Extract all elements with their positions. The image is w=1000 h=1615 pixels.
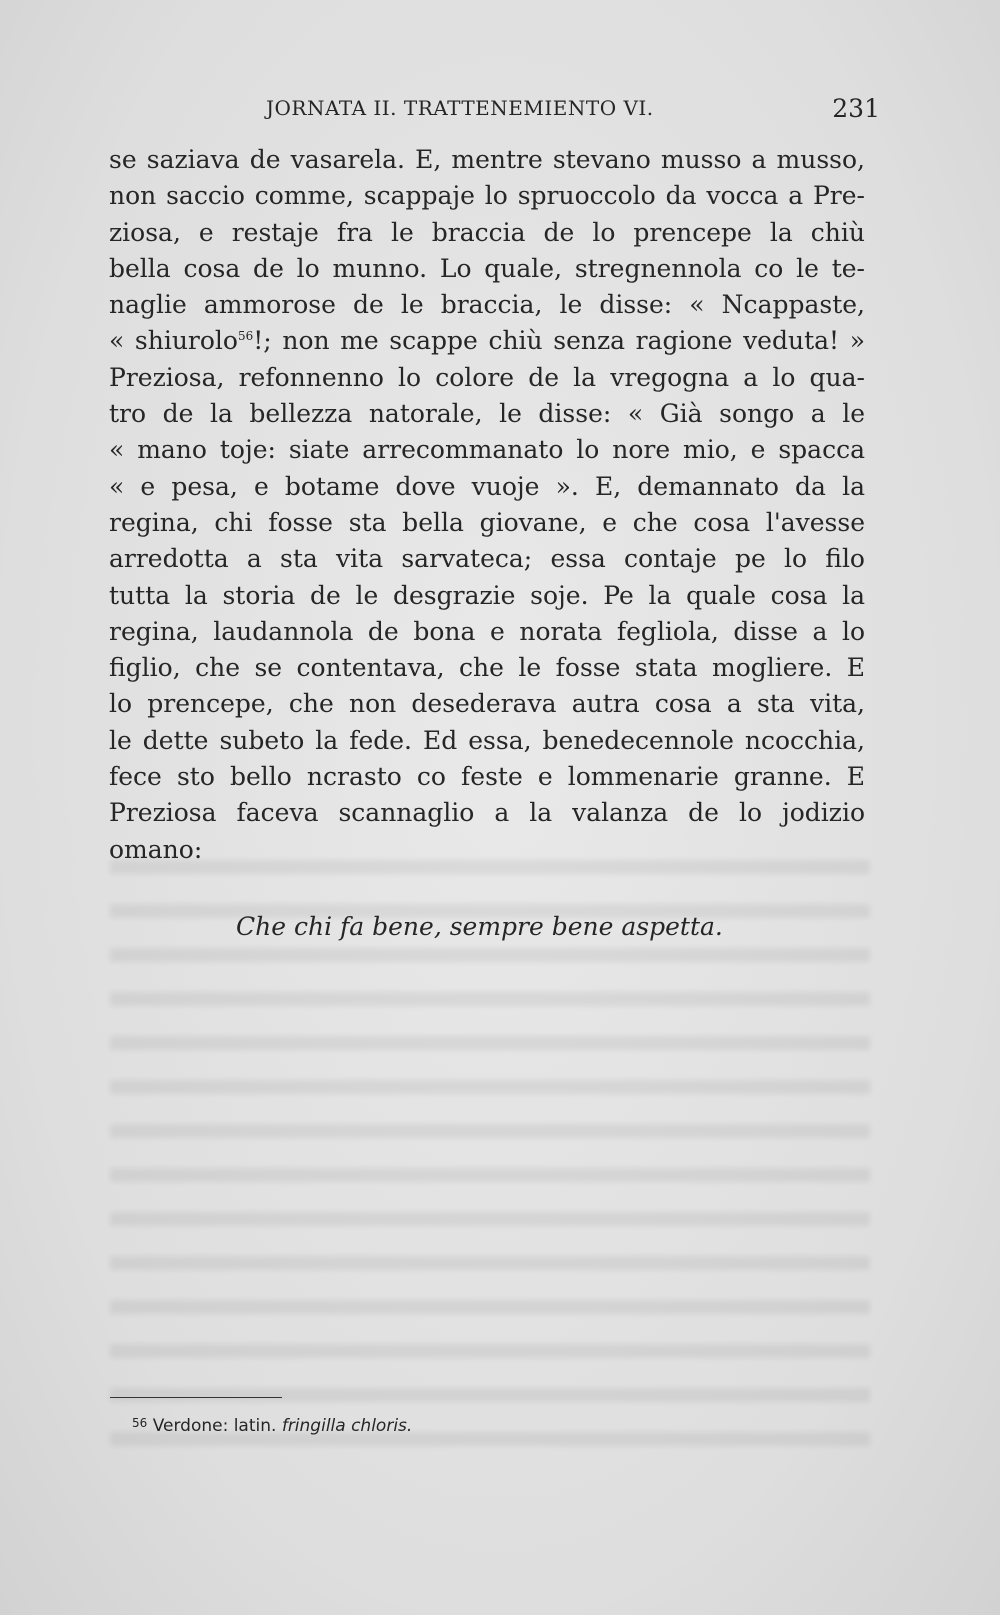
text-line: ziosa, e restaje fra le braccia de lo prencepe la chiù [109, 217, 865, 247]
text-line [109, 323, 865, 359]
text-line: fece sto bello ncrasto co feste e lommenarie granne. E [109, 762, 865, 792]
footnote-ref: 56 [237, 329, 254, 344]
text-line: Preziosa, refonnenno lo colore de la vregogna a lo qua- [109, 362, 865, 392]
closing-verse: Che chi fa bene, sempre bene aspetta. [236, 912, 723, 941]
text-line: Preziosa faceva scannaglio a la valanza de lo jodizio [109, 798, 865, 828]
bleed-through-shadow [110, 860, 870, 1460]
page-header [110, 96, 880, 126]
text-line: omano: [109, 834, 203, 864]
text-line: naglie ammorose de le braccia, le disse: « Ncappaste, [109, 290, 865, 320]
text-line: se saziava de vasarela. E, mentre stevano musso a musso, [109, 145, 865, 174]
text-line: tutta la storia de le desgrazie soje. Pe la quale cosa la [109, 580, 865, 610]
text-line: « e pesa, e botame dove vuoje ». E, demannato da la [109, 471, 865, 501]
page-number: 231 [832, 94, 880, 123]
text-line: « mano toje: siate arrecommanato lo nore mio, e spacca [109, 435, 865, 465]
text-line: lo prencepe, che non desederava autra cosa a sta vita, [109, 689, 865, 719]
text-line: regina, chi fosse sta bella giovane, e che cosa l'avesse [109, 507, 865, 537]
text-line: figlio, che se contentava, che le fosse stata mogliere. E [109, 653, 865, 683]
footnote-rule [110, 1397, 282, 1398]
text-segment: « shiurolo [109, 326, 238, 356]
text-segment: !; non me scappe chiù senza ragione veduta! » [253, 326, 865, 356]
text-line: bella cosa de lo munno. Lo quale, stregnennola co le te- [109, 253, 865, 283]
text-line: non saccio comme, scappaje lo spruoccolo da vocca a Pre- [109, 181, 865, 211]
footnote-latin-name: fringilla chloris. [281, 1416, 413, 1436]
footnote-number: 56 [132, 1416, 148, 1430]
text-line: tro de la bellezza natorale, le disse: « Già songo a le [109, 399, 865, 429]
running-head: JORNATA II. TRATTENEMIENTO VI. [266, 96, 654, 120]
text-line: arredotta a sta vita sarvateca; essa contaje pe lo filo [109, 544, 865, 574]
footnote-text: Verdone: latin. [152, 1416, 277, 1436]
text-line: regina, laudannola de bona e norata fegliola, disse a lo [109, 616, 865, 646]
body-text [109, 142, 865, 868]
text-line: le dette subeto la fede. Ed essa, benedecennole ncocchia, [109, 725, 865, 755]
footnote [132, 1416, 412, 1436]
